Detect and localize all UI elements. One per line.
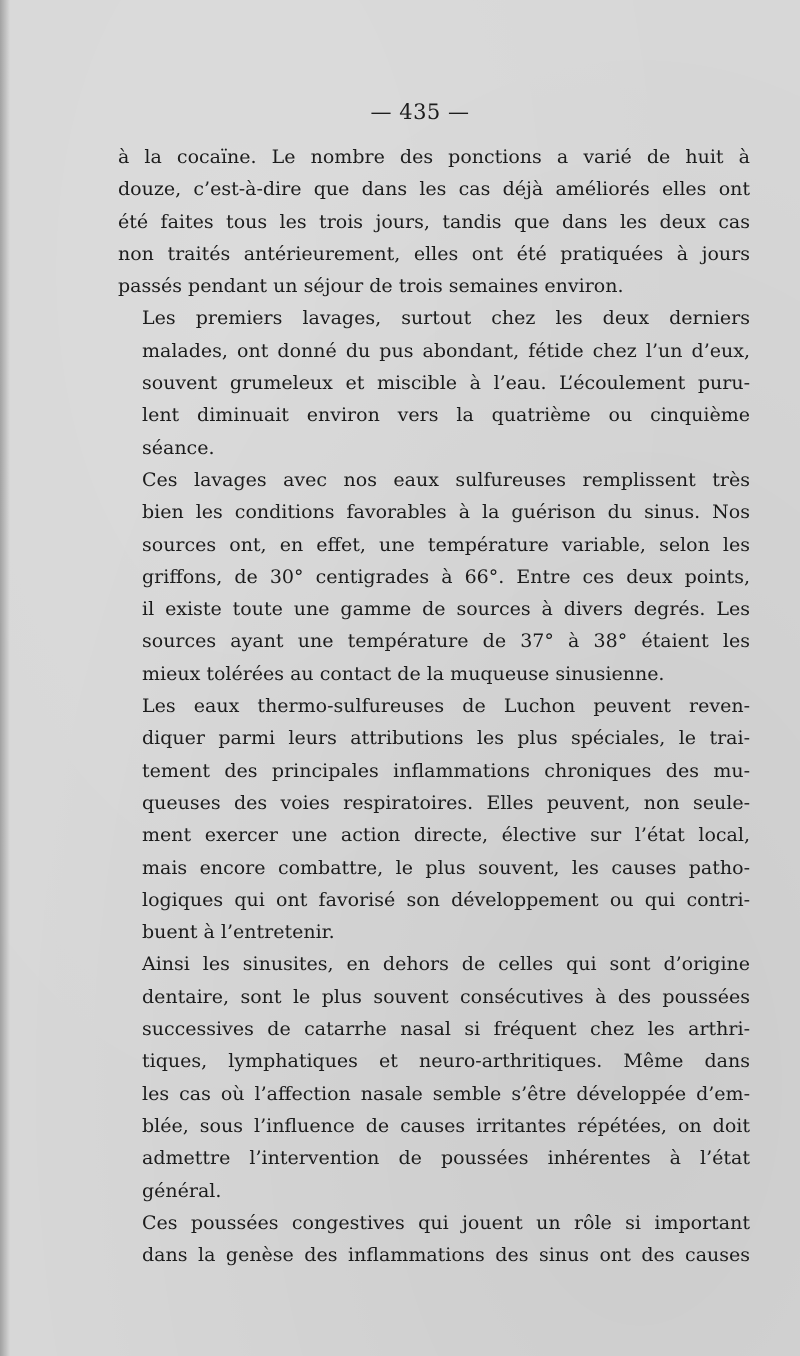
text-line: successives de catarrhe nasal si fréquent chez les arthri- — [142, 1018, 750, 1041]
text-line: mieux tolérées au contact de la muqueuse sinusienne. — [142, 662, 665, 685]
text-line: douze, c’est-à-dire que dans les cas déjà améliorés elles ont — [118, 178, 750, 201]
text-line: logiques qui ont favorisé son développement ou qui contri- — [142, 888, 750, 911]
text-line: séance. — [142, 436, 215, 459]
text-line: Ainsi les sinusites, en dehors de celles qui sont d’origine — [142, 953, 750, 976]
text-line: bien les conditions favorables à la guérison du sinus. Nos — [142, 501, 750, 524]
text-line: tement des principales inflammations chroniques des mu- — [142, 759, 750, 782]
text-line: Ces poussées congestives qui jouent un rôle si important — [142, 1211, 750, 1234]
text-line: lent diminuait environ vers la quatrième ou cinquième — [142, 404, 750, 427]
text-line: Ces lavages avec nos eaux sulfureuses remplissent très — [142, 468, 750, 491]
text-line: dans la genèse des inflammations des sinus ont des causes — [142, 1244, 750, 1267]
text-line: général. — [142, 1179, 222, 1202]
text-line: passés pendant un séjour de trois semaines environ. — [118, 275, 624, 298]
text-line: malades, ont donné du pus abondant, fétide chez l’un d’eux, — [142, 339, 750, 362]
text-line: griffons, de 30° centigrades à 66°. Entre ces deux points, — [142, 565, 750, 588]
paragraph — [118, 1207, 750, 1272]
text-line: Les eaux thermo-sulfureuses de Luchon peuvent reven- — [142, 695, 750, 718]
paragraph — [118, 464, 750, 690]
text-line: admettre l’intervention de poussées inhérentes à l’état — [142, 1147, 750, 1170]
paragraph — [118, 302, 750, 463]
text-line: ment exercer une action directe, élective sur l’état local, — [142, 824, 750, 847]
paragraph — [118, 948, 750, 1206]
text-line: sources ont, en effet, une température variable, selon les — [142, 533, 750, 556]
text-line: les cas où l’affection nasale semble s’être développée d’em- — [142, 1082, 750, 1105]
page-edge-shadow — [0, 0, 10, 1356]
text-line: dentaire, sont le plus souvent consécutives à des poussées — [142, 985, 750, 1008]
text-line: sources ayant une température de 37° à 38° étaient les — [142, 630, 750, 653]
text-line: été faites tous les trois jours, tandis que dans les deux cas — [118, 210, 750, 233]
text-line: à la cocaïne. Le nombre des ponctions a varié de huit à — [118, 146, 750, 168]
text-line: buent à l’entretenir. — [142, 921, 335, 944]
text-line: il existe toute une gamme de sources à divers degrés. Les — [142, 598, 750, 621]
page-number: — 435 — — [370, 100, 470, 124]
body-text — [118, 141, 750, 1271]
paragraph — [118, 690, 750, 948]
text-line: Les premiers lavages, surtout chez les deux derniers — [142, 307, 750, 330]
text-line: tiques, lymphatiques et neuro-arthritiques. Même dans — [142, 1050, 750, 1073]
text-line: queuses des voies respiratoires. Elles peuvent, non seule- — [142, 791, 750, 814]
text-line: blée, sous l’influence de causes irritantes répétées, on doit — [142, 1114, 750, 1137]
paragraph — [118, 141, 750, 302]
text-line: diquer parmi leurs attributions les plus spéciales, le trai- — [142, 727, 750, 750]
text-line: souvent grumeleux et miscible à l’eau. L’écoulement puru- — [142, 372, 750, 395]
text-line: non traités antérieurement, elles ont été pratiquées à jours — [118, 242, 750, 265]
text-line: mais encore combattre, le plus souvent, les causes patho- — [142, 856, 750, 879]
